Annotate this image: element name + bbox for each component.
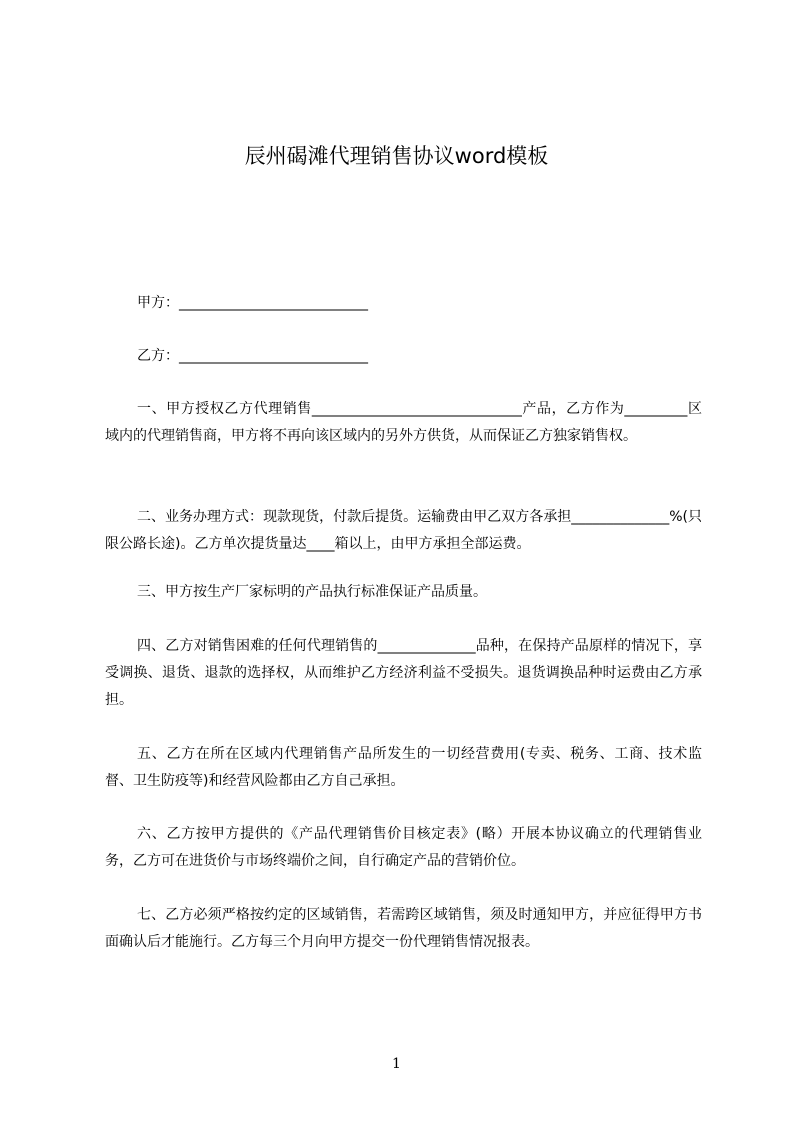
clause-6: 六、乙方按甲方提供的《产品代理销售价目核定表》(略）开展本协议确立的代理销售业务，乙方可在进货价与市场终端价之间，自行确定产品的营销价位。 bbox=[105, 826, 702, 869]
party-b-line: 乙方：___________________________ bbox=[137, 348, 368, 364]
clause-7: 七、乙方必须严格按约定的区域销售，若需跨区域销售，须及时通知甲方，并应征得甲方书面确认后才能施行。乙方每三个月向甲方提交一份代理销售情况报表。 bbox=[105, 907, 702, 950]
party-a-line: 甲方：___________________________ bbox=[137, 295, 368, 311]
clause-2: 二、业务办理方式：现款现货，付款后提货。运输费由甲乙双方各承担______________%(只限公路长途)。乙方单次提货量达____箱以上，由甲方承担全部运费。 bbox=[105, 509, 702, 552]
clause-4: 四、乙方对销售困难的任何代理销售的______________品种，在保持产品原样的情况下，享受调换、退货、退款的选择权，从而维护乙方经济利益不受损失。退货调换品种时运费由乙方承担。 bbox=[105, 638, 702, 708]
clause-3: 三、甲方按生产厂家标明的产品执行标准保证产品质量。 bbox=[137, 584, 487, 600]
document-title: 辰州碣滩代理销售协议word模板 bbox=[244, 144, 549, 168]
clause-5: 五、乙方在所在区域内代理销售产品所发生的一切经营费用(专卖、税务、工商、技术监督、卫生防疫等)和经营风险都由乙方自己承担。 bbox=[105, 746, 702, 789]
page-number: 1 bbox=[392, 1056, 401, 1072]
clause-1: 一、甲方授权乙方代理销售______________________________产品，乙方作为_________区域内的代理销售商，甲方将不再向该区域内的另外方供货，从而保证乙方独家销售权。 bbox=[105, 401, 702, 444]
